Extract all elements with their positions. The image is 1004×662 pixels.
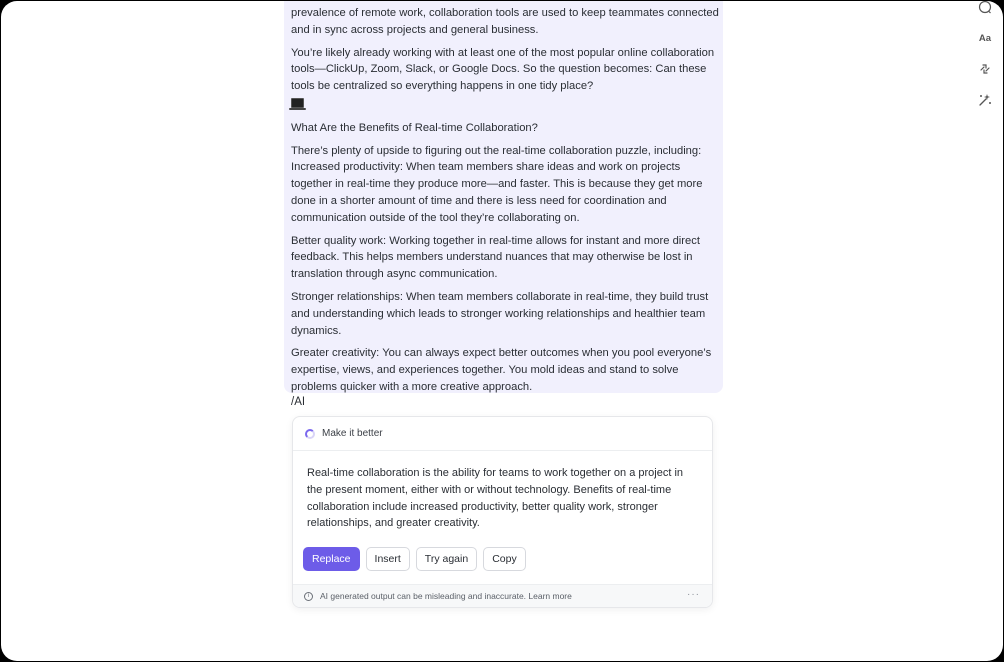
ai-slash-command[interactable]: /AI	[291, 396, 306, 408]
ai-output-text: Real-time collaboration is the ability for teams to work together on a project in the present moment, either with or without technology. Benefits of real-time collaboration include increased productivity, better quality work, stronger relationships, and greater creativity.	[307, 467, 684, 530]
link-icon[interactable]	[975, 59, 995, 79]
replace-button[interactable]: Replace	[303, 547, 360, 571]
font-size-icon[interactable]: Aa	[978, 32, 992, 44]
ai-panel	[292, 416, 713, 608]
try-again-button[interactable]: Try again	[416, 547, 477, 571]
insert-button[interactable]: Insert	[366, 547, 410, 571]
paragraph-creativity: Greater creativity: You can always expect better outcomes when you pool everyone’s expertise, views, and experiences together. You mold ideas and stand to solve problems quicker with a more creative approach.	[291, 347, 712, 393]
app-frame	[1, 1, 1003, 661]
paragraph-productivity: There’s plenty of upside to figuring out the real-time collaboration puzzle, including: Increased productivity: When team members share ideas and work on projects together in real-time they produce more—and faster. This is because they get more done in a shorter amount of time and there is less need for coordination and communication outside of the tool they’re collaborating on.	[291, 144, 703, 224]
document-content[interactable]	[291, 5, 719, 402]
paragraph-relationships: Stronger relationships: When team members collaborate in real-time, they build trust and understanding which leads to stronger working relationships and healthier team dynamics.	[291, 290, 709, 337]
ai-spinner-icon	[305, 429, 315, 439]
section-heading: What Are the Benefits of Real-time Collaboration?	[291, 121, 538, 134]
ai-disclaimer-bar	[293, 584, 712, 607]
info-icon: i	[304, 592, 313, 601]
copy-button[interactable]: Copy	[483, 547, 526, 571]
paragraph-tools: You’re likely already working with at least one of the most popular online collaboration tools—ClickUp, Zoom, Slack, or Google Docs. So the question becomes: Can these tools be centralized so everything happens in one tidy place?	[291, 45, 719, 114]
ai-panel-title: Make it better	[322, 428, 383, 439]
ai-action-buttons	[303, 547, 526, 571]
ai-sparkle-icon[interactable]	[975, 90, 995, 110]
paragraph-quality: Better quality work: Working together in real-time allows for instant and more direct feedback. This helps members understand nuances that may otherwise be lost in translation through async communication.	[291, 234, 700, 281]
paragraph-remote-work: prevalence of remote work, collaboration tools are used to keep teammates connected and in sync across projects and general business.	[291, 7, 719, 36]
comment-icon[interactable]	[975, 1, 995, 17]
more-options-icon[interactable]: ···	[687, 589, 700, 600]
laptop-emoji-icon	[291, 98, 304, 108]
ai-disclaimer-text[interactable]: AI generated output can be misleading and inaccurate. Learn more	[320, 591, 572, 601]
ai-panel-header	[293, 417, 712, 451]
